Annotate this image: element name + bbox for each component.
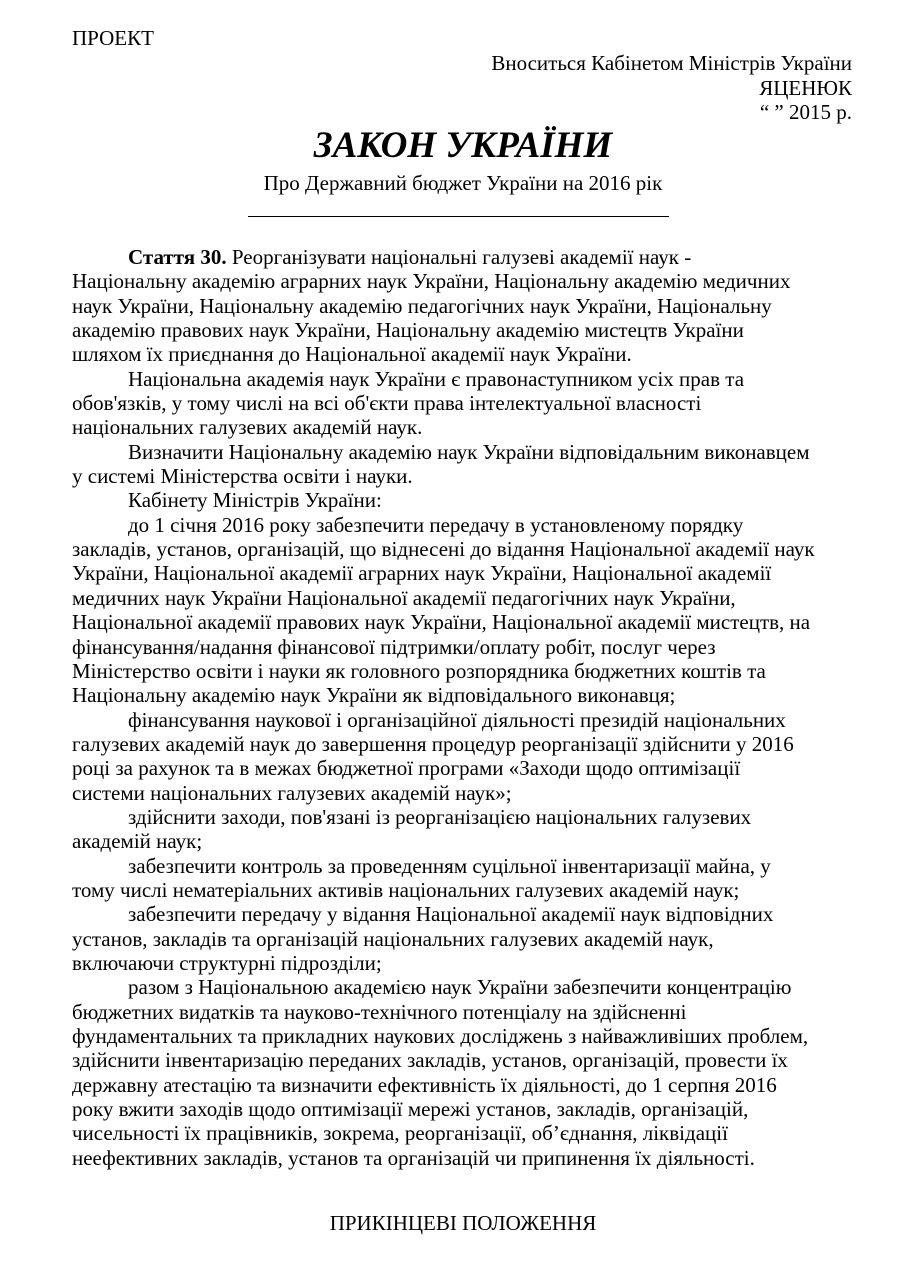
article-line: Кабінету Міністрів України: xyxy=(128,488,382,513)
article-line: неефективних закладів, установ та організацій чи припинення їх діяльності. xyxy=(72,1145,755,1170)
submitted-by: Вноситься Кабінетом Міністрів України xyxy=(491,51,852,75)
article-line: тому числі нематеріальних активів національних галузевих академій наук; xyxy=(72,877,740,902)
article-line: наук України, Національну академію педагогічних наук України, Національну xyxy=(72,293,772,318)
article-line: фінансування наукової і організаційної діяльності президій національних xyxy=(128,707,786,732)
article-line: Визначити Національну академію наук України відповідальним виконавцем xyxy=(128,439,810,464)
article-line: академію правових наук України, Національну академію мистецтв України xyxy=(72,318,744,343)
article-line: у системі Міністерства освіти і науки. xyxy=(72,464,413,489)
article-line: включаючи структурні підрозділи; xyxy=(72,950,382,975)
title-divider xyxy=(248,216,669,217)
article-line: фундаментальних та прикладних наукових досліджень з найважливіших проблем, xyxy=(72,1024,809,1048)
closing-provisions-heading: ПРИКІНЦЕВІ ПОЛОЖЕННЯ xyxy=(329,1211,597,1235)
article-line: бюджетних видатків та науково-технічного потенціалу на здійсненні xyxy=(72,999,687,1024)
article-line: системи національних галузевих академій наук»; xyxy=(72,780,512,805)
article-line: Міністерство освіти і науки як головного розпорядника бюджетних коштів та xyxy=(72,658,766,683)
article-line: Національну академію наук України як відповідального виконавця; xyxy=(72,683,676,708)
signatory: ЯЦЕНЮК xyxy=(759,75,852,100)
article-body xyxy=(72,245,862,1170)
article-line: установ, закладів та організацій національних галузевих академій наук, xyxy=(72,926,714,951)
article-line: фінансування/надання фінансової підтримки/оплату робіт, послуг через xyxy=(72,634,716,659)
article-line: академій наук; xyxy=(72,829,203,854)
article-line: національних галузевих академій наук. xyxy=(72,415,423,440)
article-line-text: Реорганізувати національні галузеві академії наук - xyxy=(226,245,692,269)
article-line: забезпечити контроль за проведенням суцільної інвентаризації майна, у xyxy=(128,853,771,878)
article-line: році за рахунок та в межах бюджетної програми «Заходи щодо оптимізації xyxy=(72,756,741,781)
article-line: здійснити інвентаризацію переданих закладів, установ, організацій, провести їх xyxy=(72,1048,788,1073)
article-line: державну атестацію та визначити ефективність їх діяльності, до 1 серпня 2016 xyxy=(72,1072,777,1097)
article-line: закладів, установ, організацій, що віднесені до відання Національної академії наук xyxy=(72,537,815,562)
article-line: забезпечити передачу у відання Національної академії наук відповідних xyxy=(128,902,774,927)
article-line: Національну академію аграрних наук України, Національну академію медичних xyxy=(72,269,791,294)
article-line xyxy=(72,245,862,269)
document-subtitle: Про Державний бюджет України на 2016 рік xyxy=(263,171,663,195)
article-line: України, Національної академії аграрних наук України, Національної академії xyxy=(72,561,772,586)
submission-date: “ ” 2015 р. xyxy=(759,100,852,124)
article-line: Національної академії правових наук України, Національної академії мистецтв, на xyxy=(72,610,811,635)
article-line: шляхом їх приєднання до Національної академії наук України. xyxy=(72,342,632,367)
article-line: до 1 січня 2016 року забезпечити передачу в установленому порядку xyxy=(128,512,744,537)
article-line: обов'язків, у тому числі на всі об'єкти права інтелектуальної власності xyxy=(72,391,702,416)
article-line: чисельності їх працівників, зокрема, реорганізації, об’єднання, ліквідації xyxy=(72,1121,728,1146)
article-line: року вжити заходів щодо оптимізації мережі установ, закладів, організацій, xyxy=(72,1097,749,1122)
submitter-block xyxy=(491,51,852,125)
article-line: разом з Національною академією наук України забезпечити концентрацію xyxy=(128,975,792,1000)
article-line: галузевих академій наук до завершення процедур реорганізації здійснити у 2016 xyxy=(72,731,794,756)
document-title: ЗАКОН УКРАЇНИ xyxy=(313,125,613,166)
article-line: здійснити заходи, пов'язані із реорганізацією національних галузевих xyxy=(128,804,752,829)
article-line: Національна академія наук України є правонаступником усіх прав та xyxy=(128,366,745,391)
article-number: Стаття 30. xyxy=(128,245,227,269)
draft-label: ПРОЕКТ xyxy=(72,26,154,50)
article-line: медичних наук України Національної академії педагогічних наук України, xyxy=(72,585,736,610)
